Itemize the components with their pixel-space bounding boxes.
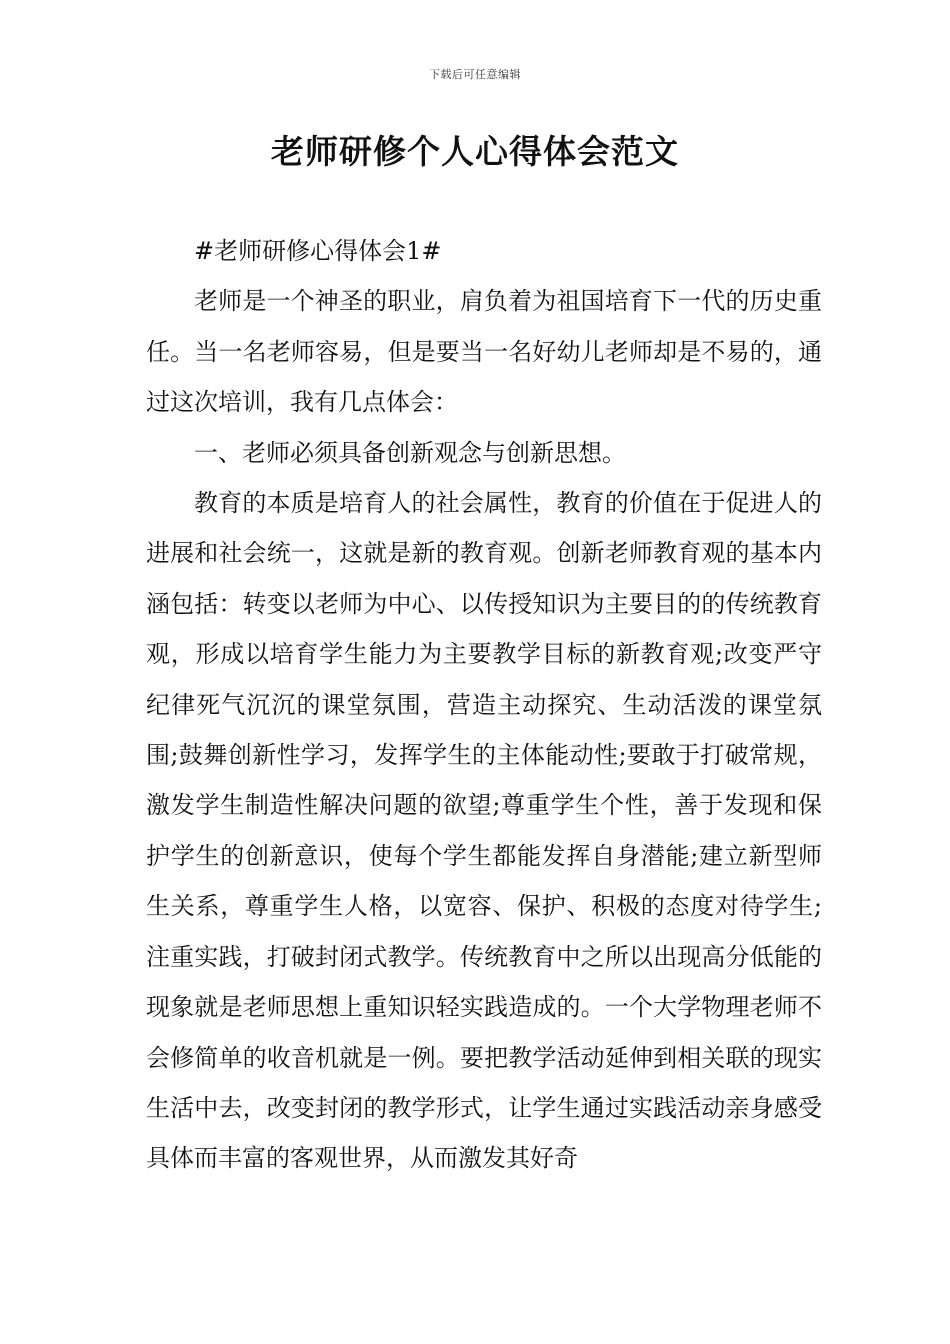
paragraph: 教育的本质是培育人的社会属性，教育的价值在于促进人的进展和社会统一，这就是新的教育观。创新老师教育观的基本内涵包括：转变以老师为中心、以传授知识为主要目的的传统教育观，形成以培育学生能力为主要教学目标的新教育观;改变严守纪律死气沉沉的课堂氛围，营造主动探究、生动活泼的课堂氛围;鼓舞创新性学习，发挥学生的主体能动性;要敢于打破常规，激发学生制造性解决问题的欲望;尊重学生个性，善于发现和保护学生的创新意识，使每个学生都能发挥自身潜能;建立新型师生关系，尊重学生人格，以宽容、保护、积极的态度对待学生;注重实践，打破封闭式教学。传统教育中之所以出现高分低能的现象就是老师思想上重知识轻实践造成的。一个大学物理老师不会修简单的收音机就是一例。要把教学活动延伸到相关联的现实生活中去，改变封闭的教学形式，让学生通过实践活动亲身感受具体而丰富的客观世界，从而激发其好奇 — [146, 489, 822, 1173]
header-note: 下载后可任意编辑 — [429, 68, 521, 81]
document-body — [146, 226, 822, 1184]
paragraph: 一、老师必须具备创新观念与创新思想。 — [194, 438, 626, 467]
paragraph: 老师是一个神圣的职业，肩负着为祖国培育下一代的历史重任。当一名老师容易，但是要当一名好幼儿老师却是不易的，通过这次培训，我有几点体会： — [146, 287, 822, 417]
section-heading: #老师研修心得体会1# — [194, 237, 442, 265]
document-title: 老师研修个人心得体会范文 — [271, 132, 679, 171]
